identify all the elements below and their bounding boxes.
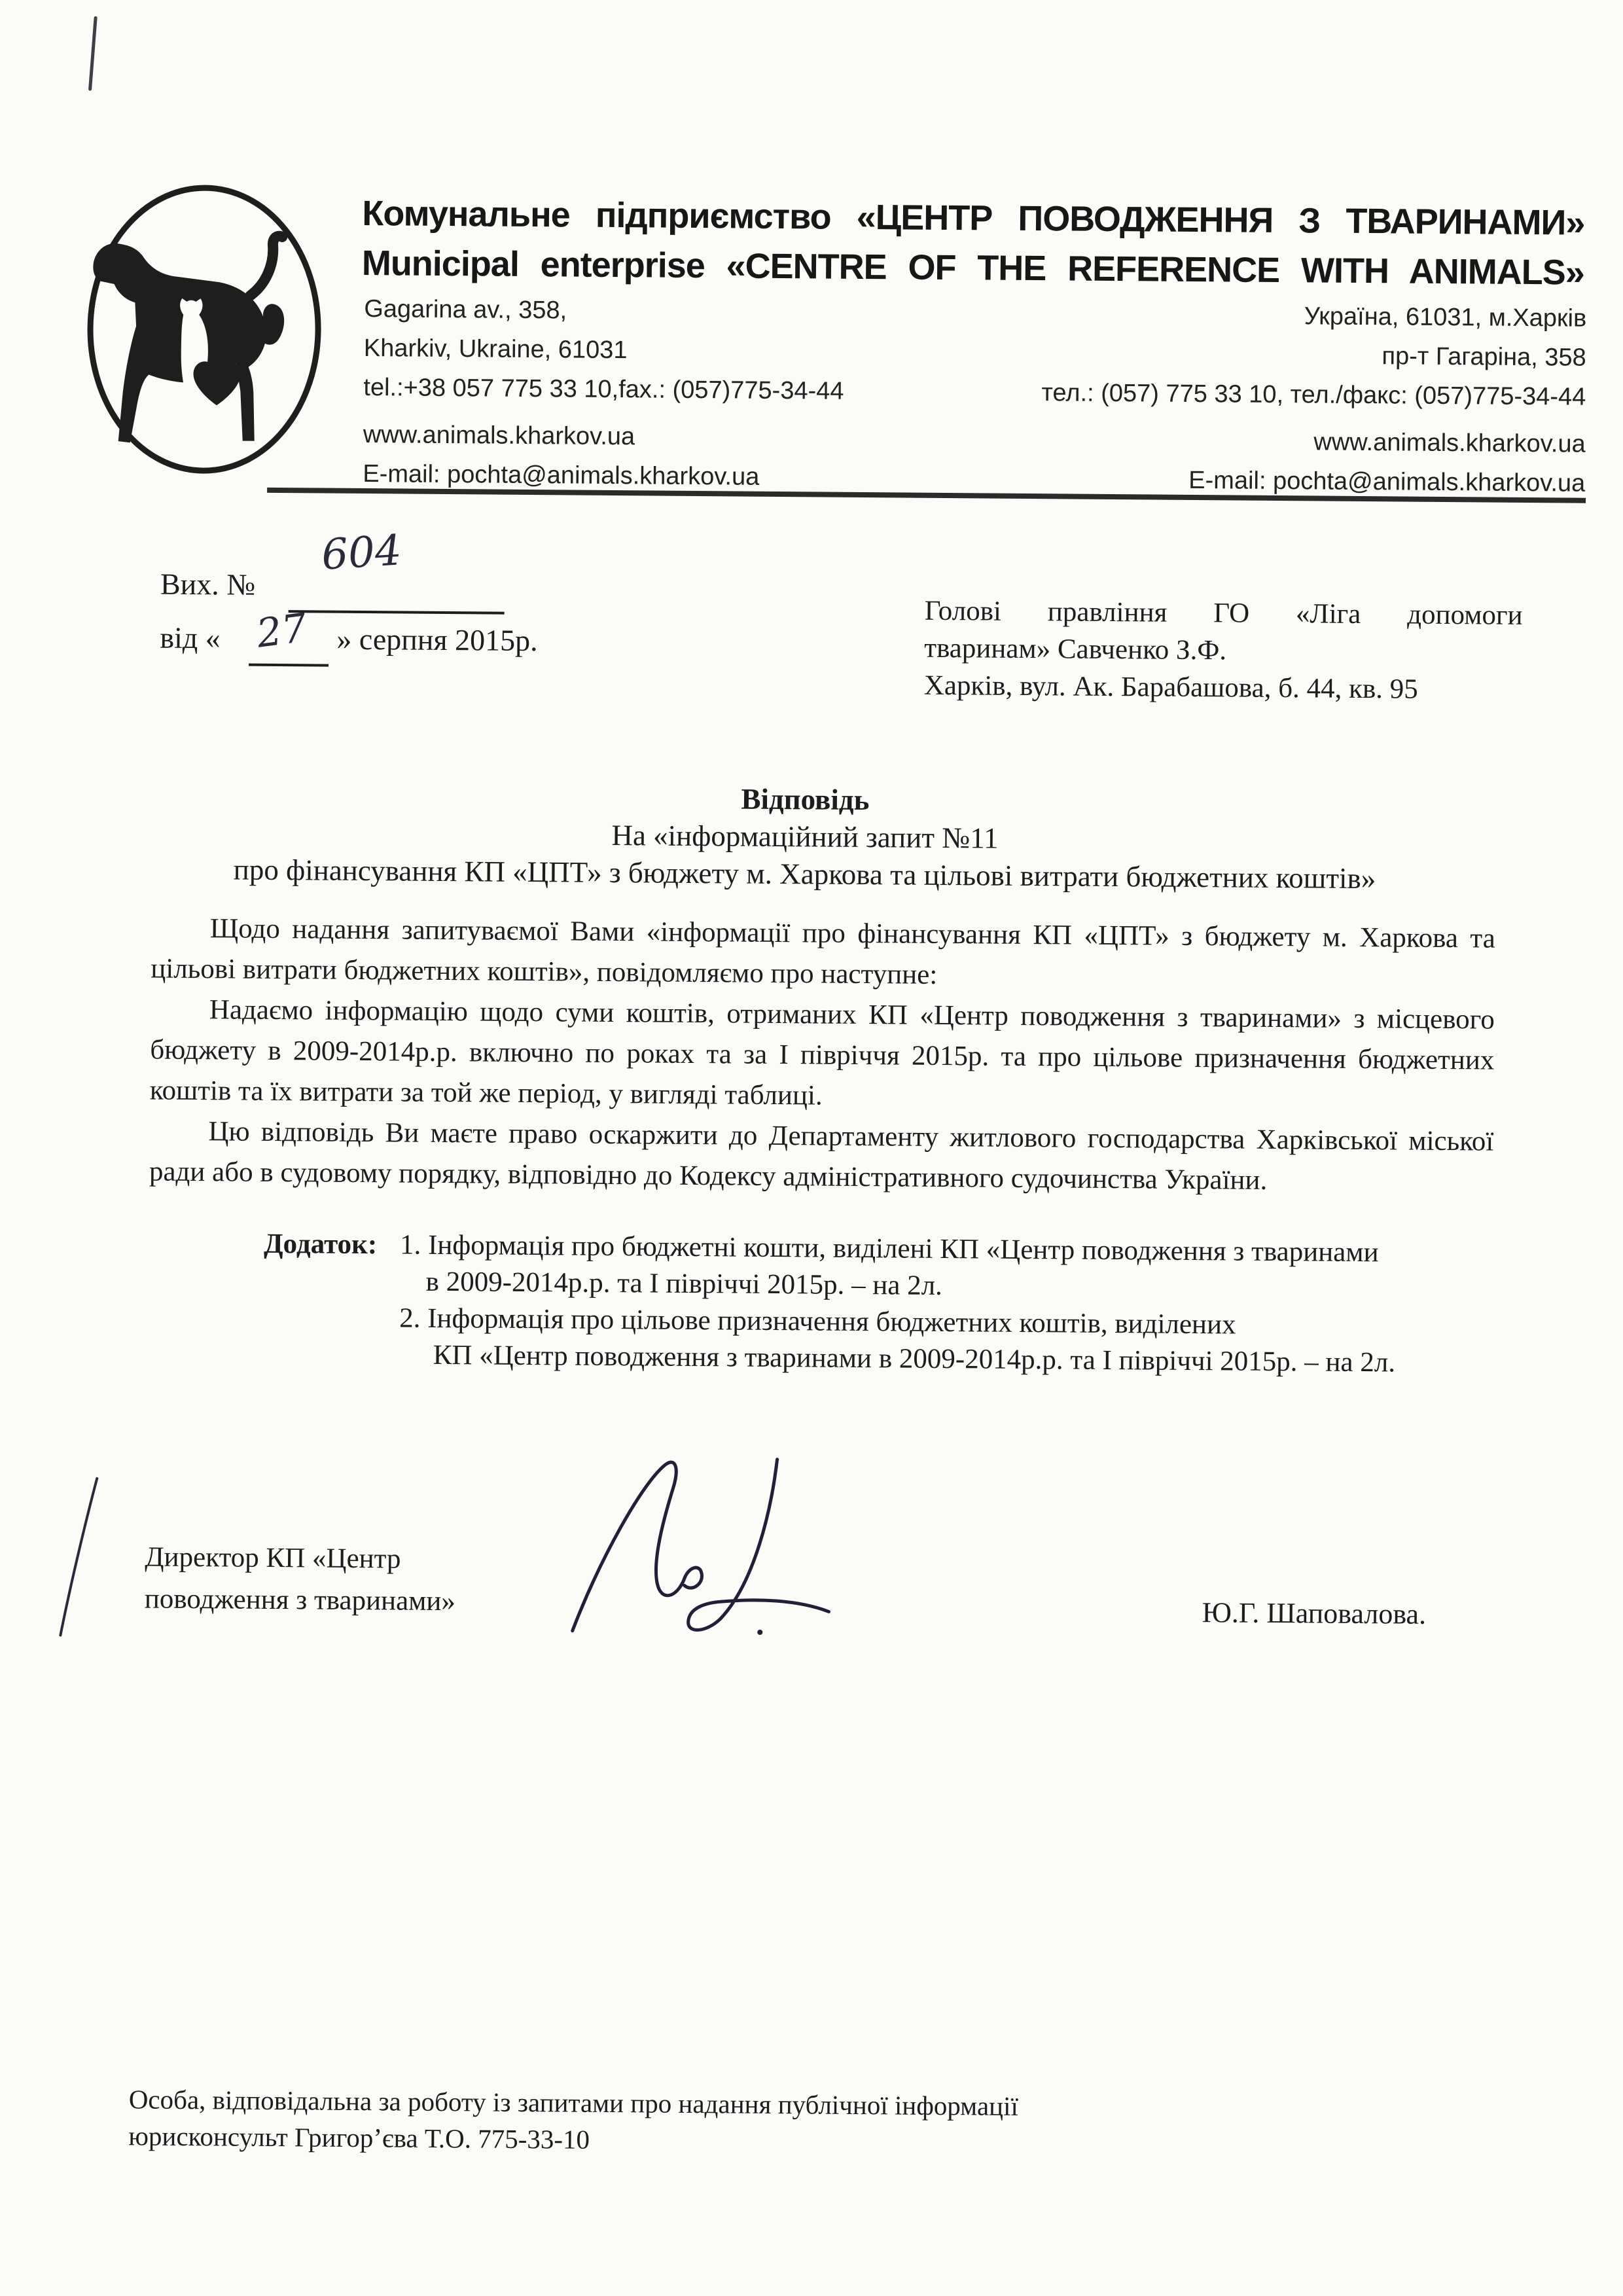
org-name-ukrainian: Комунальне підприємство «ЦЕНТР ПОВОДЖЕННЯ З ТВАРИНАМИ» — [362, 194, 1585, 243]
attachments-block — [263, 1226, 1508, 1382]
letterhead-names — [362, 188, 1585, 298]
attachment-number: 2. — [399, 1302, 421, 1334]
address-line: Gagarina av., 358, — [364, 295, 567, 325]
letter-body — [149, 908, 1495, 1203]
letter-subtitle-line: На «інформаційний запит №11 — [611, 819, 999, 855]
address-line: Україна, 61031, м.Харків — [1304, 302, 1587, 332]
address-line: Kharkiv, Ukraine, 61031 — [363, 334, 628, 365]
footer-line: Особа, відповідальна за роботу із запитами про надання публічної інформації — [128, 2084, 1019, 2121]
paragraph: Щодо надання запитуваємої Вами «інформації про фінансування КП «ЦПТ» з бюджету м. Харкова та цільові витрати бюджетних коштів», повідомляємо про наступне: — [151, 913, 1495, 990]
signer-title-line: Директор КП «Центр — [145, 1541, 401, 1575]
signer-name: Ю.Г. Шаповалова. — [1202, 1596, 1427, 1630]
email-line: E-mail: pochta@animals.kharkov.ua — [363, 460, 760, 491]
phone-line: tel.:+38 057 775 33 10,fax.: (057)775-34-44 — [363, 374, 844, 405]
date-prefix: від « — [160, 620, 221, 655]
paragraph: Цю відповідь Ви маєте право оскаржити до Департаменту житлового господарства Харківської міської ради або в судовому порядку, відповідно до Кодексу адміністративного судочинства України. — [149, 1116, 1494, 1196]
address-line: пр-т Гагаріна, 358 — [1382, 342, 1586, 372]
addressee-line: Харків, вул. Ак. Барабашова, б. 44, кв. 95 — [923, 670, 1418, 705]
phone-line: тел.: (057) 775 33 10, тел./факс: (057)775-34-44 — [1041, 379, 1586, 411]
dog-cat-heart-logo — [77, 179, 329, 480]
outgoing-number-label: Вих. № — [160, 567, 256, 601]
date-suffix: » серпня 2015р. — [336, 622, 538, 658]
attachments-label: Додаток: — [263, 1228, 378, 1261]
org-name-english: Municipal enterprise «CENTRE OF THE REFERENCE WITH ANIMALS» — [361, 243, 1585, 293]
pen-mark — [54, 1473, 107, 1641]
outgoing-number-handwritten: 604 — [320, 526, 403, 580]
signer-title — [145, 1536, 538, 1623]
contacts-right-column — [853, 293, 1586, 503]
attachment-number: 1. — [399, 1229, 421, 1261]
logo-graphic — [77, 179, 329, 480]
website-line: www.animals.kharkov.ua — [363, 421, 635, 451]
signer-title-line: поводження з тваринами» — [144, 1583, 456, 1617]
outgoing-number-underline — [289, 610, 505, 615]
date-day-underline — [249, 664, 329, 667]
date-day-handwritten: 27 — [254, 605, 310, 657]
attachment-item-line: КП «Центр поводження з тваринами в 2009-2014р.р. та І півріччі 2015р. – на 2л. — [433, 1339, 1396, 1378]
letter-title-block — [111, 776, 1499, 899]
email-line: E-mail: pochta@animals.kharkov.ua — [1188, 466, 1586, 497]
pen-mark — [88, 16, 98, 91]
letter-title: Відповідь — [741, 782, 870, 817]
paragraph: Надаємо інформацію щодо суми коштів, отриманих КП «Центр поводження з тваринами» з місцевого бюджету в 2009-2014р.р. включно по роках та за І півріччя 2015р. та про цільове призначення бюджетних коштів та їх витрати за той же період, у вигляді таблиці. — [149, 994, 1495, 1111]
attachment-item-line: в 2009-2014р.р. та І півріччі 2015р. – на 2л. — [425, 1266, 943, 1302]
addressee-line: Голові правління ГО «Ліга допомоги — [924, 595, 1523, 631]
website-line: www.animals.kharkov.ua — [1313, 428, 1586, 458]
footer-block — [128, 2081, 1241, 2162]
addressee-line: тваринам» Савченко З.Ф. — [924, 632, 1227, 666]
addressee-block — [924, 592, 1523, 709]
attachment-text: Інформація про цільове призначення бюджетних коштів, виділених — [427, 1302, 1236, 1340]
attachments-list — [399, 1227, 1508, 1382]
handwritten-signature — [554, 1450, 846, 1658]
letter-subtitle-line: про фінансування КП «ЦПТ» з бюджету м. Харкова та цільові витрати бюджетних коштів» — [233, 853, 1376, 895]
attachment-text: Інформація про бюджетні кошти, виділені КП «Центр поводження з тваринами — [427, 1229, 1379, 1268]
footer-line: юрисконсульт Григор’єва Т.О. 775-33-10 — [128, 2121, 590, 2155]
